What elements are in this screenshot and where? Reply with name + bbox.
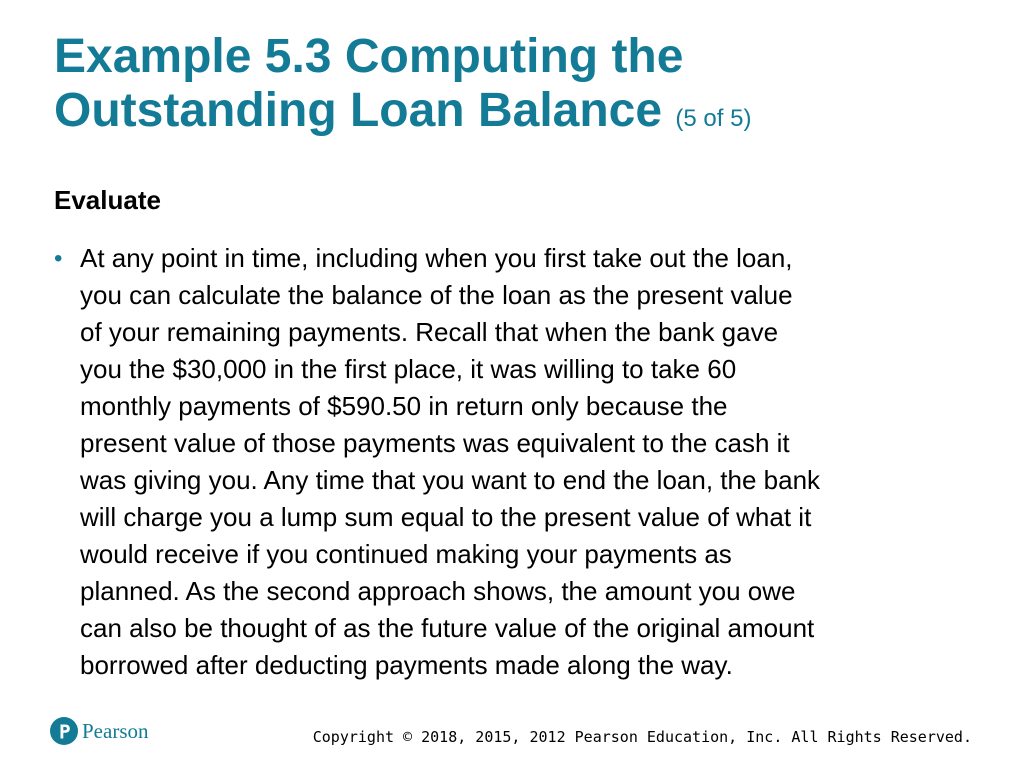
bullet-line: you can calculate the balance of the loan as the present value <box>80 280 793 310</box>
bullet-line: planned. As the second approach shows, the amount you owe <box>80 576 796 606</box>
bullet-line: of your remaining payments. Recall that when the bank gave <box>80 317 779 347</box>
section-heading: Evaluate <box>54 185 161 215</box>
bullet-list <box>54 240 984 684</box>
bullet-line: At any point in time, including when you first take out the loan, <box>80 243 793 273</box>
bullet-line: you the $30,000 in the first place, it was willing to take 60 <box>80 354 737 384</box>
bullet-item <box>54 240 984 684</box>
bullet-line: present value of those payments was equivalent to the cash it <box>80 428 790 458</box>
slide-title <box>54 30 984 146</box>
slide-title-subtitle: (5 of 5) <box>675 105 752 132</box>
pearson-logo <box>50 714 149 748</box>
pearson-p-icon <box>50 717 78 745</box>
bullet-line: can also be thought of as the future value of the original amount <box>80 613 815 643</box>
pearson-wordmark: Pearson <box>82 719 149 743</box>
bullet-line: borrowed after deducting payments made along the way. <box>80 650 733 680</box>
bullet-line: was giving you. Any time that you want to end the loan, the bank <box>80 465 821 495</box>
slide-title-line-2-text: Outstanding Loan Balance <box>54 84 663 137</box>
bullet-line: would receive if you continued making your payments as <box>80 539 732 569</box>
bullet-text <box>80 240 984 684</box>
bullet-line: will charge you a lump sum equal to the present value of what it <box>80 502 812 532</box>
bullet-marker: • <box>54 245 63 272</box>
slide-title-line-2 <box>54 84 984 146</box>
slide-title-line-1: Example 5.3 Computing the <box>54 30 684 83</box>
copyright-notice: Copyright © 2018, 2015, 2012 Pearson Education, Inc. All Rights Reserved. <box>312 728 972 746</box>
bullet-line: monthly payments of $590.50 in return only because the <box>80 391 728 421</box>
